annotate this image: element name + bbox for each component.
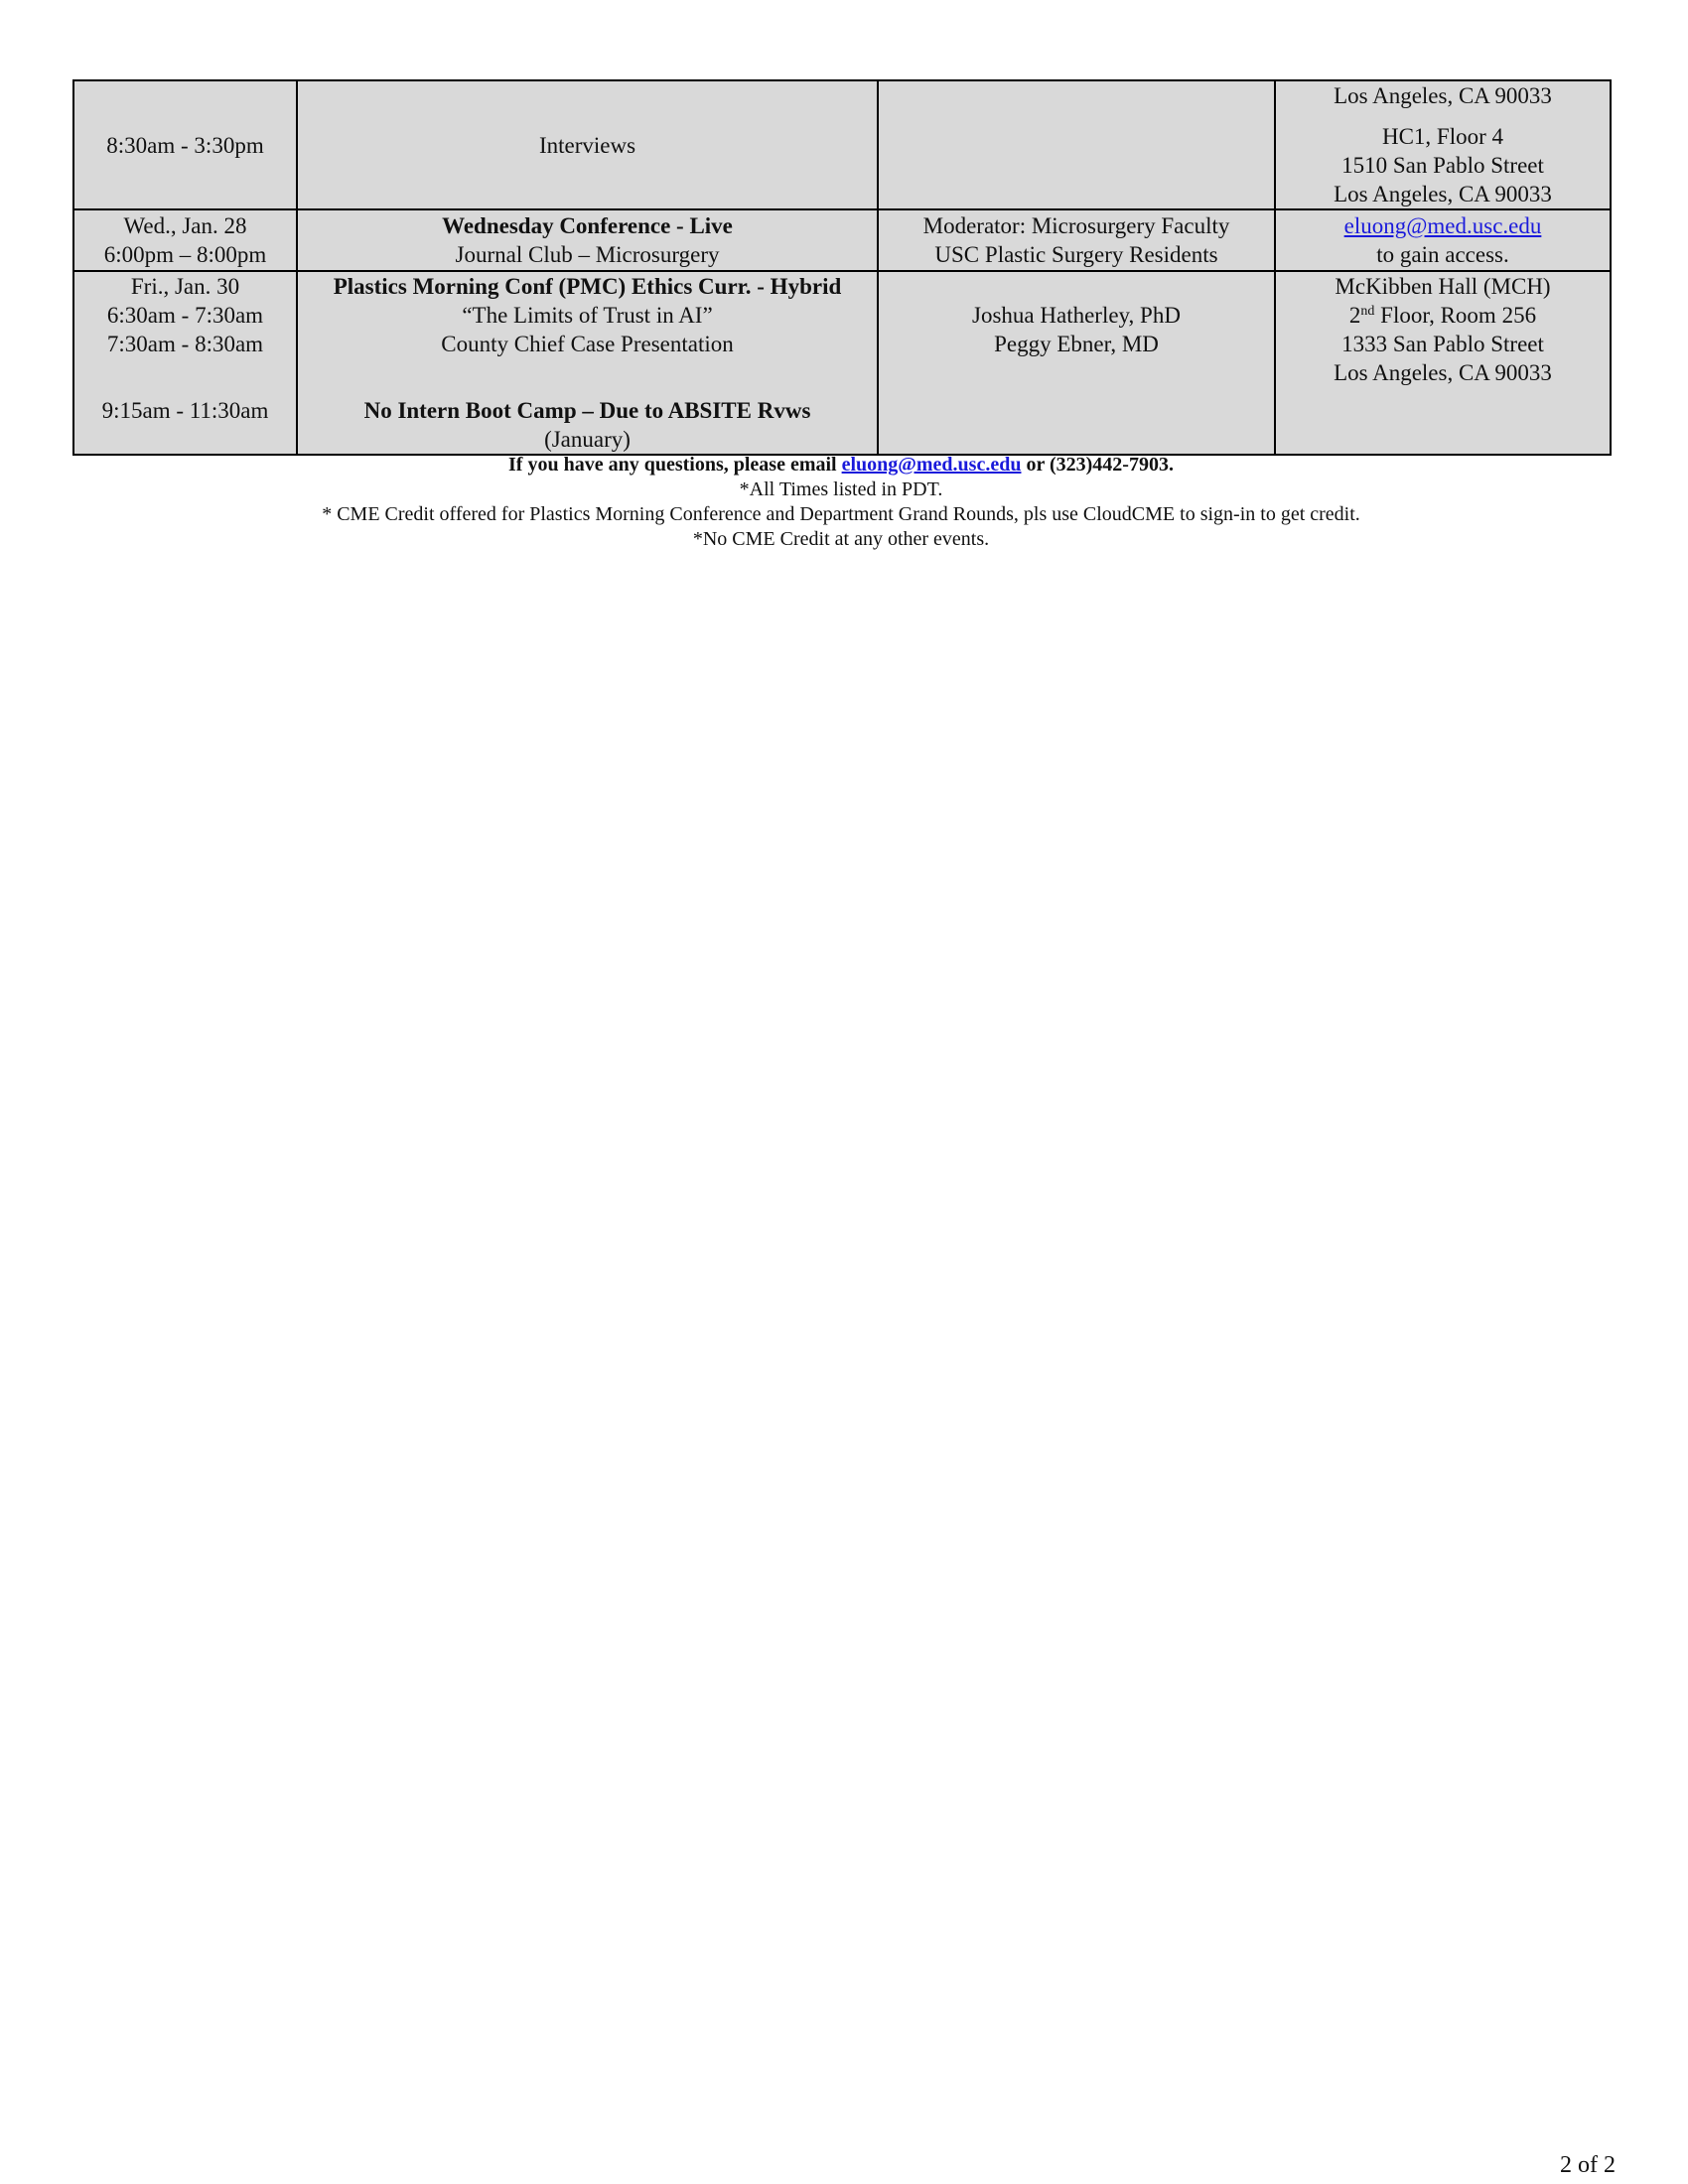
location-line: McKibben Hall (MCH) — [1335, 274, 1551, 299]
location-line: HC1, Floor 4 — [1381, 124, 1504, 149]
event-text: “The Limits of Trust in AI” — [462, 303, 713, 328]
time-text: 6:00pm – 8:00pm — [103, 242, 267, 267]
people-text: USC Plastic Surgery Residents — [934, 242, 1218, 267]
time-text: 7:30am - 8:30am — [106, 332, 264, 356]
location-line: Los Angeles, CA 90033 — [1334, 360, 1552, 385]
contact-email-link[interactable]: eluong@med.usc.edu — [841, 454, 1022, 476]
people-cell — [878, 271, 1275, 455]
event-subtext: (January) — [544, 427, 631, 452]
people-text: Joshua Hatherley, PhD — [972, 303, 1181, 328]
event-text: Interviews — [538, 132, 636, 158]
people-text: Moderator: Microsurgery Faculty — [922, 213, 1230, 238]
no-cme-note: *No CME Credit at any other events. — [692, 528, 990, 550]
location-line: Los Angeles, CA 90033 — [1334, 83, 1552, 108]
cme-note: * CME Credit offered for Plastics Morning Conference and Department Grand Rounds, pls use CloudCME to sign-in to get credit. — [322, 503, 1360, 525]
time-text: 9:15am - 11:30am — [101, 398, 269, 423]
event-title: Wednesday Conference - Live — [442, 213, 733, 238]
time-cell — [73, 271, 297, 455]
date-text: Fri., Jan. 30 — [130, 274, 240, 299]
contact-line: If you have any questions, please email eluong@med.usc.edu or (323)442-7903. — [508, 454, 1174, 476]
footer-notes — [72, 453, 1610, 552]
location-line: 2nd Floor, Room 256 — [1348, 303, 1537, 328]
location-line: 1510 San Pablo Street — [1341, 153, 1544, 178]
location-line: 1333 San Pablo Street — [1341, 332, 1544, 356]
event-cell — [297, 80, 878, 209]
people-cell — [878, 80, 1275, 209]
time-text: 8:30am - 3:30pm — [106, 132, 264, 158]
table-row — [73, 80, 1611, 209]
event-cell — [297, 271, 878, 455]
event-title: Plastics Morning Conf (PMC) Ethics Curr. - Hybrid — [333, 274, 842, 299]
event-title: No Intern Boot Camp – Due to ABSITE Rvws — [363, 398, 811, 423]
people-text: Peggy Ebner, MD — [994, 332, 1159, 356]
time-cell — [73, 80, 297, 209]
location-cell — [1275, 80, 1611, 209]
event-cell — [297, 209, 878, 271]
time-cell — [73, 209, 297, 271]
table-row — [73, 209, 1611, 271]
event-text: Journal Club – Microsurgery — [455, 242, 720, 267]
email-link[interactable]: eluong@med.usc.edu — [1343, 213, 1542, 238]
location-cell — [1275, 209, 1611, 271]
page-number: 2 of 2 — [1560, 2152, 1616, 2178]
time-text: 6:30am - 7:30am — [106, 303, 264, 328]
date-text: Wed., Jan. 28 — [123, 213, 247, 238]
table-row — [73, 271, 1611, 455]
schedule-table — [72, 79, 1612, 456]
people-cell — [878, 209, 1275, 271]
location-line: to gain access. — [1376, 242, 1509, 267]
location-cell — [1275, 271, 1611, 455]
event-text: County Chief Case Presentation — [441, 332, 734, 356]
location-line: Los Angeles, CA 90033 — [1334, 182, 1552, 206]
timezone-note: *All Times listed in PDT. — [739, 478, 943, 500]
